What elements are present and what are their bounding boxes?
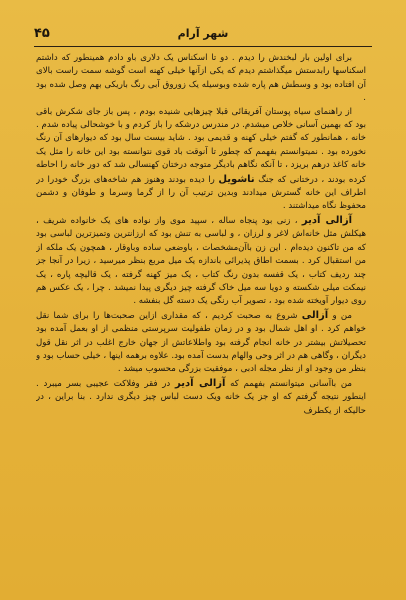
bold-name-azalea: آزالی bbox=[301, 309, 329, 321]
page-header bbox=[34, 26, 372, 47]
paragraph-text: برای اولین بار لبخندش را دیدم . دو تا اسکناس یک دلاری باو دادم همینطور که داشتم اسکناسها رابدستش میگذاشتم دیدم که یکی ازآنها خیلی کهنه است گوشه سمت راست بالای آن افتاده بود و وسطش هم پاره شده وبوسیله یک زوروق آبی رنگ باریکی بهم وصل شده بود . bbox=[36, 53, 366, 104]
bold-name-azalea-adair: آزالی آدیر bbox=[174, 377, 226, 389]
page-number: ۴۵ bbox=[34, 26, 50, 41]
running-title: شهر آرام bbox=[177, 27, 229, 40]
paragraph-text: از راهنمای سیاه پوستان آفریقائی قبلا چیزهایی شنیده بودم ، پس باز جای شکرش باقی بود که بهمین آسانی خلاص میشدم. در مندرس درشکه را باز کردم و با خوشحالی پیاده شدم . خانه ، همانطور که گفتم خیلی کهنه و قدیمی بود . شاید بیست سال بود که دیوارهای آن رنگ نخورده بود . نمیتوانستم بفهمم که چطور تا آنوقت باد قوی نتوانسته بود این خانه را مثل یک خانه کاغذ درهم بریزد ، تا آنکه نگاهم بادیگر متوجه درختان کهنسالی شد که دور خانه را احاطه کرده بودند ، درختانی که جنگ bbox=[36, 106, 366, 185]
paragraph bbox=[36, 309, 366, 377]
paragraph-text: من باآسانی میتوانستم بفهمم که bbox=[230, 378, 352, 389]
paragraph bbox=[36, 106, 366, 214]
bold-name-azalea-adair: آزالی آدیر bbox=[301, 214, 353, 226]
paragraph-text: من و bbox=[332, 310, 352, 321]
bold-term-nashville: ناشویل bbox=[218, 173, 255, 185]
paragraph-text: شروع به صحبت کردیم ، که مقداری ازاین صحبت‌ها را برای شما نقل خواهم کرد . او اهل شمال بود و در زمان طفولیت سرپرستی منظمی از او بعمل آمده بود تحصیلاتش بیشتر در خانه انجام گرفته بود واطلاعاتش از جهان خارج اغلب در اثر نقل قول دیگران ، وگاهی هم در اثر وحی والهام بدست آمده بود. علاوه برهمه اینها ، خیلی حساب بود و بنظر من وجود او از نظر مجله ادبی ، موفقیت بزرگی محسوب میشد . bbox=[36, 310, 366, 375]
paragraph bbox=[36, 214, 366, 309]
paragraph bbox=[36, 377, 366, 418]
paragraph bbox=[36, 52, 366, 106]
paragraph-text: را دیده بودند وهنوز هم شاخه‌های بزرگ خودرا در اطراف این خانه گسترش میدادند وبدین ترتیب آن را از گرما وسرما و طوفان و دشمن محفوظ نگاه میداشتند . bbox=[36, 174, 366, 212]
body-text bbox=[36, 52, 366, 586]
paragraph-text: ، زنی بود پنجاه ساله ، سپید موی واز نواده های یک خانواده شریف ، هیکلش مثل خانه‌اش لاغر و لرزان ، و لباسی به تنش بود که ارزانترین وتمیزترین لباسی بود که من تاکنون دیده‌ام . این زن باآن‌مشخصات ، باوضعی ساده وباوقار ، همچون یک ملکه از من استقبال کرد . بسمت اطاق پذیرائی باندازه یک میل مربع بنظر میرسید ، زیرا در آنجا جز چند ردیف کتاب ، یک قفسه بدون رنگ کتاب ، یک میز کهنه گرفته ، یک قالیچه پاره ، یک نیمکت میلی شکسته و دویا سه میل خاک گرفته چیز دیگری پیدا نمیشد . چرا ، یک عکس هم روی دیوار آویخته شده بود ، تصویر آب رنگی یک دسته گل بنفشه . bbox=[36, 215, 366, 307]
paragraph-text: در فقر وفلاکت عجیبی بسر میبرد . اینطور نتیجه گرفتم که او جز یک خانه ویک دست لباس چیز دیگری ندارد . بنا براین ، در حالیکه از یکطرف bbox=[36, 378, 366, 416]
